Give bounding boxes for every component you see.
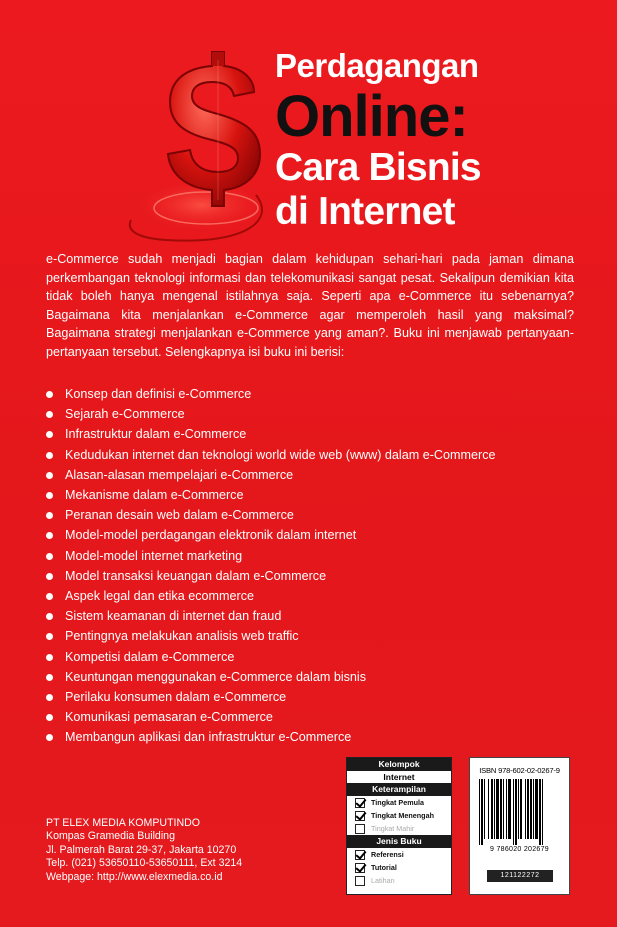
barcode-bar [484,779,485,839]
barcode-icon [478,779,562,845]
topic-text: Alasan-alasan mempelajari e-Commerce [65,467,294,482]
topic-text: Aspek legal dan etika ecommerce [65,589,255,604]
bullet-icon [46,633,53,640]
list-item [46,647,586,667]
skill-row-expert [347,822,451,835]
publisher-name: PT ELEX MEDIA KOMPUTINDO [46,817,201,829]
list-item [46,667,586,687]
barcode-bar [479,779,480,845]
bullet-icon [46,694,53,701]
publisher-webpage: Webpage: http://www.elexmedia.co.id [46,870,223,883]
topic-text: Komunikasi pemasaran e-Commerce [65,710,273,725]
barcode-bar [508,779,511,839]
book-title [275,46,605,234]
list-item [46,384,586,404]
title-line-3: Cara Bisnis [275,146,481,189]
bullet-icon [46,532,53,539]
bullet-icon [46,573,53,580]
type-heading: Jenis Buku [347,835,451,848]
type-row-exercise [347,874,451,887]
list-item [46,727,586,747]
list-item [46,707,586,727]
barcode-bar [500,779,502,839]
barcode-box [469,757,570,895]
topic-text: Keuntungan menggunakan e-Commerce dalam bisnis [65,669,367,684]
publisher-phone: Telp. (021) 53650110-53650111, Ext 3214 [46,857,243,870]
type-row-reference [347,848,451,861]
list-item [46,445,586,465]
publisher-info [46,817,306,884]
barcode-bar [491,779,493,839]
list-item [46,525,586,545]
type-label: Tutorial [371,863,397,872]
checkbox-checked-icon [355,850,365,860]
skill-label: Tingkat Menengah [371,811,434,820]
barcode-bar [494,779,495,839]
classification-box [346,757,452,895]
barcode-digits: 9 786020 202679 [490,846,549,853]
bullet-icon [46,431,53,438]
skill-label: Tingkat Pemula [371,798,424,807]
group-heading: Kelompok [347,758,451,771]
topic-text: Sistem keamanan di internet dan fraud [65,609,282,624]
topic-text: Infrastruktur dalam e-Commerce [65,427,247,442]
barcode-bar [515,779,517,845]
product-code: 121122272 [487,870,553,882]
list-item [46,505,586,525]
barcode-bar [542,779,543,845]
checkbox-empty-icon [355,876,365,886]
barcode-bar [535,779,538,839]
topic-text: Mekanisme dalam e-Commerce [65,488,244,503]
title-line-4: di Internet [275,190,455,233]
title-line-1: Perdagangan [275,47,479,84]
list-item [46,546,586,566]
barcode-bar [525,779,526,839]
checkbox-empty-icon [355,824,365,834]
bullet-icon [46,472,53,479]
topic-text: Model transaksi keuangan dalam e-Commerce [65,568,327,583]
bullet-icon [46,492,53,499]
isbn-number: ISBN 978-602-02-0267-9 [479,766,560,775]
bullet-icon [46,593,53,600]
type-row-tutorial [347,861,451,874]
topic-text: Konsep dan definisi e-Commerce [65,387,252,401]
barcode-bar [527,779,529,839]
topic-text: Model-model perdagangan elektronik dalam internet [65,528,357,543]
bullet-icon [46,674,53,681]
skill-label: Tingkat Mahir [371,824,415,833]
group-value: Internet [383,772,415,782]
topic-text: Pentingnya melakukan analisis web traffic [65,629,299,644]
list-item [46,566,586,586]
checkbox-checked-icon [355,798,365,808]
barcode-bar [520,779,522,839]
checkbox-checked-icon [355,811,365,821]
list-item [46,465,586,485]
topic-text: Kompetisi dalam e-Commerce [65,649,235,664]
bullet-icon [46,714,53,721]
bullet-icon [46,553,53,560]
bullet-icon [46,452,53,459]
publisher-address: Jl. Palmerah Barat 29-37, Jakarta 10270 [46,843,237,856]
topic-text: Perilaku konsumen dalam e-Commerce [65,690,287,705]
topic-list [46,384,586,748]
publisher-building: Kompas Gramedia Building [46,830,175,843]
list-item [46,404,586,424]
barcode-bar [488,779,489,839]
list-item [46,485,586,505]
list-item [46,586,586,606]
barcode-bar [533,779,534,839]
bullet-icon [46,391,53,398]
list-item [46,687,586,707]
topic-text: Membangun aplikasi dan infrastruktur e-Commerce [65,730,352,745]
type-label: Latihan [371,876,395,885]
title-line-2: Online: [275,84,468,149]
barcode-bar [530,779,532,839]
barcode-bar [539,779,541,845]
checkbox-checked-icon [355,863,365,873]
bullet-icon [46,613,53,620]
topic-text: Kedudukan internet dan teknologi world wide web (www) dalam e-Commerce [65,447,496,462]
dollar-sign-graphic [126,30,276,250]
skill-heading: Keterampilan [347,783,451,796]
skill-row-beginner [347,796,451,809]
topic-text: Model-model internet marketing [65,548,243,563]
list-item [46,626,586,646]
barcode-bar [506,779,507,839]
bullet-icon [46,654,53,661]
skill-row-intermediate [347,809,451,822]
bullet-icon [46,734,53,741]
barcode-bar [513,779,514,845]
list-item [46,606,586,626]
barcode-bar [518,779,519,839]
barcode-bar [496,779,499,839]
type-label: Referensi [371,850,404,859]
barcode-bar [503,779,504,839]
list-item [46,424,586,444]
bullet-icon [46,411,53,418]
topic-text: Peranan desain web dalam e-Commerce [65,508,294,523]
topic-text: Sejarah e-Commerce [65,407,185,422]
bullet-icon [46,512,53,519]
intro-paragraph: e-Commerce sudah menjadi bagian dalam kehidupan sehari-hari pada jaman dimana perkembangan teknologi informasi dan telekomunikasi sangat pesat. Sekalipun demikian kita tidak boleh hanya mengenal istilahnya saja. Seperti apa e-Commerce itu sebenarnya? Bagaimana kita menjalankan e-Commerce agar memperoleh hasil yang maksimal? Bagaimana strategi menjalankan e-Commerce yang aman?. Buku ini menjawab pertanyaan-pertanyaan tersebut. Selengkapnya isi buku ini berisi: [46,252,574,359]
barcode-bar [481,779,483,845]
